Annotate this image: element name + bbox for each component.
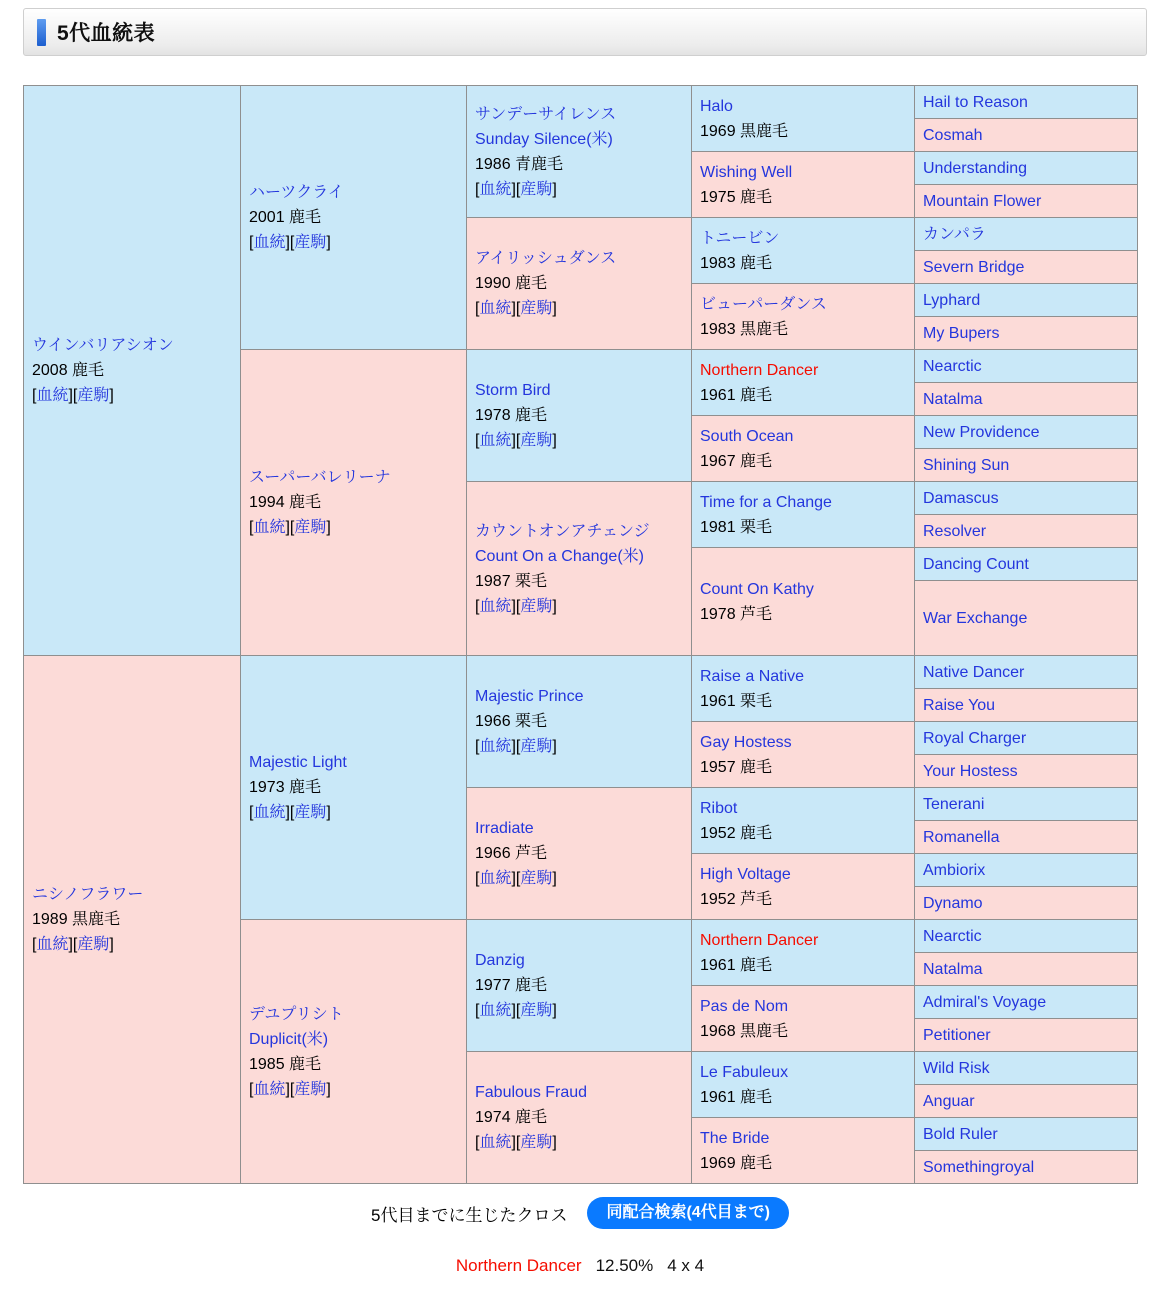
pedigree-cell-g2 bbox=[241, 86, 467, 350]
horse-year-coat: 1994 鹿毛 bbox=[249, 494, 322, 511]
pedigree-cell-g4 bbox=[692, 854, 915, 920]
horse-year-coat: 2008 鹿毛 bbox=[32, 362, 105, 379]
cross-detail bbox=[23, 1256, 1137, 1276]
offspring-link[interactable]: 産駒 bbox=[520, 432, 553, 449]
horse-link[interactable]: デユプリシト bbox=[249, 1005, 344, 1023]
horse-link[interactable]: Petitioner bbox=[923, 1026, 991, 1044]
horse-year-coat: 1973 鹿毛 bbox=[249, 779, 322, 796]
pedigree-cell-g4 bbox=[692, 986, 915, 1052]
horse-link[interactable]: アイリッシュダンス bbox=[475, 250, 617, 267]
horse-link[interactable]: Halo bbox=[700, 97, 733, 115]
cross-percentage: 12.50% bbox=[595, 1256, 654, 1275]
pedigree-cell-g1-dam bbox=[24, 656, 241, 1184]
horse-en-link[interactable]: Count On a Change(米) bbox=[475, 547, 644, 565]
horse-link[interactable]: Dancing Count bbox=[923, 555, 1029, 573]
pedigree-cell-g3 bbox=[467, 788, 692, 920]
horse-year-coat: 1961 鹿毛 bbox=[700, 386, 773, 404]
pedigree-cell-g5 bbox=[915, 449, 1138, 482]
section-header bbox=[23, 8, 1147, 56]
horse-link[interactable]: Your Hostess bbox=[923, 762, 1018, 780]
horse-link[interactable]: カウントオンアチェンジ bbox=[475, 522, 650, 540]
offspring-link[interactable]: 産駒 bbox=[520, 738, 553, 755]
horse-link[interactable]: My Bupers bbox=[923, 324, 1000, 342]
pedigree-cell-g5 bbox=[915, 953, 1138, 986]
horse-link[interactable]: Natalma bbox=[923, 960, 983, 978]
horse-link[interactable]: Mountain Flower bbox=[923, 192, 1042, 210]
pedigree-cell-g5 bbox=[915, 986, 1138, 1019]
pedigree-cell-g4 bbox=[692, 416, 915, 482]
horse-link[interactable]: Nearctic bbox=[923, 927, 982, 945]
horse-year-coat: 2001 鹿毛 bbox=[249, 209, 322, 226]
offspring-link[interactable]: 産駒 bbox=[520, 870, 553, 887]
pedigree-cell-g4 bbox=[692, 152, 915, 218]
pedigree-cell-g4 bbox=[692, 920, 915, 986]
horse-year-coat: 1952 芦毛 bbox=[700, 890, 773, 908]
horse-link[interactable]: Dynamo bbox=[923, 894, 983, 912]
offspring-link[interactable]: 産駒 bbox=[77, 936, 110, 953]
horse-link[interactable]: トニービン bbox=[700, 229, 780, 247]
horse-link[interactable]: Pas de Nom bbox=[700, 997, 789, 1015]
blood-link[interactable]: 血統 bbox=[479, 597, 512, 615]
horse-link[interactable]: Severn Bridge bbox=[923, 258, 1025, 276]
horse-link[interactable]: Wishing Well bbox=[700, 163, 793, 181]
horse-year-coat: 1983 黒鹿毛 bbox=[700, 320, 789, 338]
blood-link[interactable]: 血統 bbox=[479, 300, 512, 317]
horse-year-coat: 1957 鹿毛 bbox=[700, 758, 773, 776]
pedigree-cell-g5 bbox=[915, 1118, 1138, 1151]
horse-link[interactable]: Hail to Reason bbox=[923, 93, 1028, 111]
pedigree-cell-g5 bbox=[915, 788, 1138, 821]
horse-link[interactable]: Bold Ruler bbox=[923, 1125, 998, 1143]
horse-link[interactable]: Tenerani bbox=[923, 795, 985, 813]
horse-year-coat: 1952 鹿毛 bbox=[700, 824, 773, 842]
horse-year-coat: 1977 鹿毛 bbox=[475, 977, 548, 994]
horse-year-coat: 1961 鹿毛 bbox=[700, 956, 773, 974]
blood-link[interactable]: 血統 bbox=[479, 180, 512, 198]
pedigree-cell-g5 bbox=[915, 581, 1138, 656]
pedigree-links: [血統][産駒] bbox=[249, 234, 331, 251]
offspring-link[interactable]: 産駒 bbox=[77, 387, 110, 404]
pedigree-cell-g5 bbox=[915, 920, 1138, 953]
offspring-link[interactable]: 産駒 bbox=[520, 597, 553, 615]
horse-link[interactable]: Wild Risk bbox=[923, 1059, 990, 1077]
pedigree-cell-g5 bbox=[915, 1151, 1138, 1184]
horse-en-link[interactable]: Duplicit(米) bbox=[249, 1030, 329, 1048]
pedigree-cell-g4 bbox=[692, 482, 915, 548]
horse-link[interactable]: Cosmah bbox=[923, 126, 983, 144]
blood-link[interactable]: 血統 bbox=[479, 738, 512, 755]
horse-link[interactable]: New Providence bbox=[923, 423, 1040, 441]
horse-year-coat: 1978 芦毛 bbox=[700, 605, 773, 623]
pedigree-links: [血統][産駒] bbox=[475, 738, 557, 755]
horse-link-cross[interactable]: Northern Dancer bbox=[700, 361, 819, 379]
pedigree-cell-g5 bbox=[915, 350, 1138, 383]
pedigree-cell-g4 bbox=[692, 788, 915, 854]
horse-link[interactable]: Majestic Light bbox=[249, 754, 347, 771]
pedigree-cell-g5 bbox=[915, 755, 1138, 788]
horse-link[interactable]: Le Fabuleux bbox=[700, 1063, 789, 1081]
horse-year-coat: 1969 黒鹿毛 bbox=[700, 122, 789, 140]
horse-link[interactable]: Anguar bbox=[923, 1092, 975, 1110]
horse-year-coat: 1983 鹿毛 bbox=[700, 254, 773, 272]
horse-link[interactable]: Nearctic bbox=[923, 357, 982, 375]
horse-link[interactable]: カンパラ bbox=[923, 225, 986, 243]
cross-caption: 5代目までに生じたクロス bbox=[370, 1205, 568, 1225]
offspring-link[interactable]: 産駒 bbox=[520, 180, 553, 198]
horse-year-coat: 1961 鹿毛 bbox=[700, 1088, 773, 1106]
pedigree-links: [血統][産駒] bbox=[475, 1002, 557, 1019]
pedigree-cell-g5 bbox=[915, 722, 1138, 755]
horse-link[interactable]: War Exchange bbox=[923, 609, 1028, 627]
pedigree-cell-g5 bbox=[915, 854, 1138, 887]
horse-link[interactable]: Romanella bbox=[923, 828, 1000, 846]
horse-link[interactable]: Raise You bbox=[923, 696, 996, 714]
pedigree-links: [血統][産駒] bbox=[475, 870, 557, 887]
horse-link[interactable]: Resolver bbox=[923, 522, 987, 540]
horse-link[interactable]: Raise a Native bbox=[700, 667, 805, 685]
pedigree-cell-g5 bbox=[915, 887, 1138, 920]
horse-link[interactable]: Royal Charger bbox=[923, 729, 1027, 747]
blood-link[interactable]: 血統 bbox=[479, 1134, 512, 1151]
horse-link[interactable]: ビューパーダンス bbox=[700, 295, 827, 313]
pedigree-cell-g5 bbox=[915, 251, 1138, 284]
pedigree-cell-g5 bbox=[915, 1052, 1138, 1085]
horse-link[interactable]: ニシノフラワー bbox=[32, 886, 144, 903]
blood-link[interactable]: 血統 bbox=[253, 234, 286, 251]
horse-year-coat: 1966 栗毛 bbox=[475, 713, 548, 730]
pedigree-cell-g4 bbox=[692, 350, 915, 416]
horse-year-coat: 1966 芦毛 bbox=[475, 845, 548, 862]
horse-year-coat: 1974 鹿毛 bbox=[475, 1109, 548, 1126]
blood-link[interactable]: 血統 bbox=[479, 870, 512, 887]
blood-link[interactable]: 血統 bbox=[479, 1002, 512, 1019]
horse-link[interactable]: スーパーバレリーナ bbox=[249, 469, 391, 486]
pedigree-cell-g4 bbox=[692, 548, 915, 656]
blood-link[interactable]: 血統 bbox=[253, 519, 286, 536]
pedigree-cell-g4 bbox=[692, 86, 915, 152]
horse-year-coat: 1968 黒鹿毛 bbox=[700, 1022, 789, 1040]
pedigree-cell-g5 bbox=[915, 284, 1138, 317]
table-row bbox=[24, 656, 1138, 689]
offspring-link[interactable]: 産駒 bbox=[520, 1134, 553, 1151]
blood-link[interactable]: 血統 bbox=[36, 936, 69, 953]
horse-link[interactable]: サンデーサイレンス bbox=[475, 105, 617, 123]
horse-link[interactable]: ウインバリアシオン bbox=[32, 337, 174, 354]
pedigree-cell-g5 bbox=[915, 383, 1138, 416]
offspring-link[interactable]: 産駒 bbox=[520, 1002, 553, 1019]
horse-link[interactable]: Danzig bbox=[475, 952, 525, 969]
blood-link[interactable]: 血統 bbox=[253, 1080, 286, 1098]
horse-link[interactable]: Native Dancer bbox=[923, 663, 1025, 681]
pedigree-cell-g5 bbox=[915, 185, 1138, 218]
pedigree-cell-g3 bbox=[467, 920, 692, 1052]
pedigree-cell-g2 bbox=[241, 350, 467, 656]
pedigree-cell-g2 bbox=[241, 920, 467, 1184]
cross-pattern: 4 x 4 bbox=[667, 1256, 705, 1275]
horse-link[interactable]: The Bride bbox=[700, 1129, 770, 1147]
horse-link[interactable]: Somethingroyal bbox=[923, 1158, 1035, 1176]
same-mating-search-button[interactable]: 同配合検索(4代目まで) bbox=[587, 1197, 789, 1229]
horse-link[interactable]: Storm Bird bbox=[475, 382, 551, 399]
page-title: 5代血統表 bbox=[57, 22, 156, 45]
horse-link[interactable]: South Ocean bbox=[700, 427, 794, 445]
pedigree-cell-g5 bbox=[915, 548, 1138, 581]
pedigree-cell-g3 bbox=[467, 350, 692, 482]
horse-link[interactable]: Ribot bbox=[700, 799, 738, 817]
pedigree-table bbox=[23, 85, 1138, 1184]
pedigree-links: [血統][産駒] bbox=[475, 300, 557, 317]
pedigree-cell-g2 bbox=[241, 656, 467, 920]
offspring-link[interactable]: 産駒 bbox=[294, 1080, 327, 1098]
horse-link[interactable]: Count On Kathy bbox=[700, 580, 814, 598]
blood-link[interactable]: 血統 bbox=[36, 387, 69, 404]
pedigree-links: [血統][産駒] bbox=[249, 804, 331, 821]
horse-link[interactable]: Lyphard bbox=[923, 291, 981, 309]
pedigree-cell-g3 bbox=[467, 218, 692, 350]
pedigree-cell-g5 bbox=[915, 86, 1138, 119]
horse-link[interactable]: Damascus bbox=[923, 489, 999, 507]
horse-link-cross[interactable]: Northern Dancer bbox=[700, 931, 819, 949]
pedigree-cell-g5 bbox=[915, 1019, 1138, 1052]
horse-link[interactable]: Understanding bbox=[923, 159, 1028, 177]
pedigree-cell-g5 bbox=[915, 515, 1138, 548]
horse-year-coat: 1967 鹿毛 bbox=[700, 452, 773, 470]
horse-link[interactable]: Time for a Change bbox=[700, 493, 832, 511]
pedigree-cell-g4 bbox=[692, 656, 915, 722]
blood-link[interactable]: 血統 bbox=[253, 804, 286, 821]
pedigree-cell-g4 bbox=[692, 1118, 915, 1184]
horse-year-coat: 1978 鹿毛 bbox=[475, 407, 548, 424]
pedigree-cell-g3 bbox=[467, 1052, 692, 1184]
horse-year-coat: 1989 黒鹿毛 bbox=[32, 911, 121, 928]
horse-link[interactable]: Majestic Prince bbox=[475, 688, 584, 705]
table-row bbox=[24, 86, 1138, 119]
pedigree-links: [血統][産駒] bbox=[475, 180, 557, 198]
pedigree-links: [血統][産駒] bbox=[475, 432, 557, 449]
pedigree-links: [血統][産駒] bbox=[32, 387, 114, 404]
pedigree-links: [血統][産駒] bbox=[475, 597, 557, 615]
pedigree-cell-g5 bbox=[915, 482, 1138, 515]
horse-link[interactable]: Natalma bbox=[923, 390, 983, 408]
horse-link[interactable]: Admiral's Voyage bbox=[923, 993, 1047, 1011]
horse-en-link[interactable]: Sunday Silence(米) bbox=[475, 130, 613, 148]
pedigree-cell-g4 bbox=[692, 1052, 915, 1118]
pedigree-cell-g5 bbox=[915, 1085, 1138, 1118]
pedigree-cell-g5 bbox=[915, 416, 1138, 449]
pedigree-cell-g5 bbox=[915, 317, 1138, 350]
blood-link[interactable]: 血統 bbox=[479, 432, 512, 449]
pedigree-cell-g3 bbox=[467, 482, 692, 656]
horse-year-coat: 1986 青鹿毛 bbox=[475, 155, 564, 173]
pedigree-cell-g5 bbox=[915, 656, 1138, 689]
pedigree-cell-g5 bbox=[915, 689, 1138, 722]
pedigree-cell-g3 bbox=[467, 656, 692, 788]
pedigree-cell-g3 bbox=[467, 86, 692, 218]
pedigree-cell-g4 bbox=[692, 284, 915, 350]
horse-link[interactable]: High Voltage bbox=[700, 865, 791, 883]
pedigree-cell-g4 bbox=[692, 218, 915, 284]
pedigree-cell-g1-sire bbox=[24, 86, 241, 656]
horse-link[interactable]: Gay Hostess bbox=[700, 733, 792, 751]
title-accent-bar bbox=[37, 19, 46, 46]
horse-year-coat: 1981 栗毛 bbox=[700, 518, 773, 536]
horse-link[interactable]: ハーツクライ bbox=[249, 184, 344, 201]
pedigree-links: [血統][産駒] bbox=[475, 1134, 557, 1151]
pedigree-cell-g5 bbox=[915, 821, 1138, 854]
horse-year-coat: 1975 鹿毛 bbox=[700, 188, 773, 206]
pedigree-cell-g5 bbox=[915, 119, 1138, 152]
horse-link[interactable]: Shining Sun bbox=[923, 456, 1010, 474]
horse-year-coat: 1961 栗毛 bbox=[700, 692, 773, 710]
horse-year-coat: 1990 鹿毛 bbox=[475, 275, 548, 292]
horse-link[interactable]: Irradiate bbox=[475, 820, 534, 837]
cross-section bbox=[23, 1197, 1137, 1229]
horse-year-coat: 1969 鹿毛 bbox=[700, 1154, 773, 1172]
horse-link[interactable]: Fabulous Fraud bbox=[475, 1084, 588, 1101]
pedigree-links: [血統][産駒] bbox=[249, 1080, 331, 1098]
pedigree-links: [血統][産駒] bbox=[249, 519, 331, 536]
pedigree-cell-g4 bbox=[692, 722, 915, 788]
offspring-link[interactable]: 産駒 bbox=[520, 300, 553, 317]
pedigree-links: [血統][産駒] bbox=[32, 936, 114, 953]
cross-horse-link[interactable]: Northern Dancer bbox=[455, 1256, 582, 1275]
horse-year-coat: 1987 栗毛 bbox=[475, 572, 548, 590]
offspring-link[interactable]: 産駒 bbox=[294, 234, 327, 251]
offspring-link[interactable]: 産駒 bbox=[294, 519, 327, 536]
horse-year-coat: 1985 鹿毛 bbox=[249, 1055, 322, 1073]
offspring-link[interactable]: 産駒 bbox=[294, 804, 327, 821]
pedigree-cell-g5 bbox=[915, 152, 1138, 185]
pedigree-cell-g5 bbox=[915, 218, 1138, 251]
horse-link[interactable]: Ambiorix bbox=[923, 861, 986, 879]
